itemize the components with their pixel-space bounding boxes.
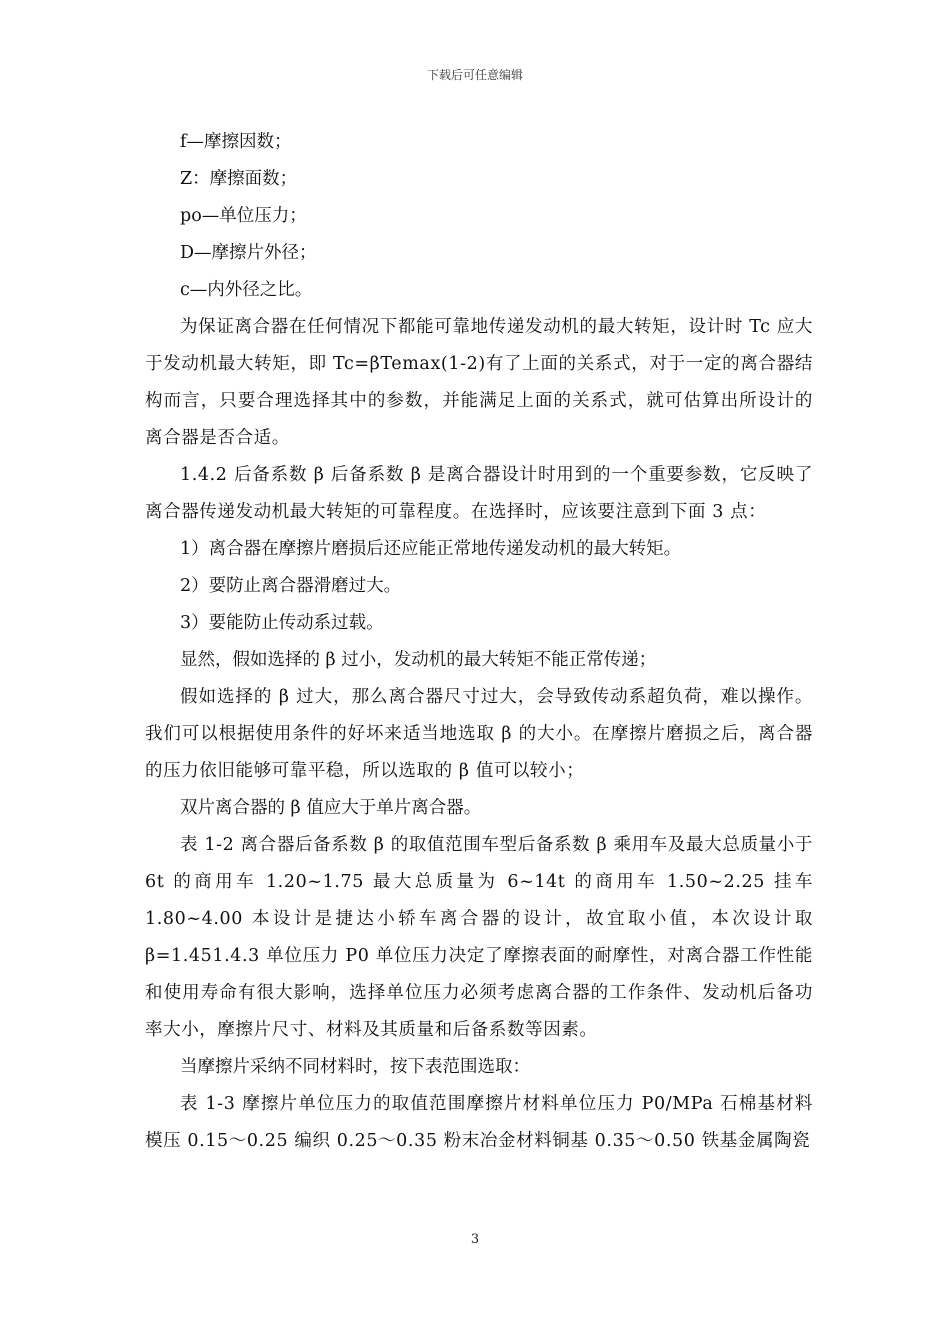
definition-item: Z：摩擦面数； xyxy=(180,169,298,189)
page-header: 下载后可任意编辑 xyxy=(426,68,523,82)
definition-item: f—摩擦因数； xyxy=(180,132,292,152)
paragraph: 假如选择的 β 过大，那么离合器尺寸过大，会导致传动系超负荷，难以操作。我们可以根据使用条件的好坏来适当地选取 β 的大小。在摩擦片磨损之后，离合器的压力依旧能够可靠平稳，所以选取的 β 值可以较小； xyxy=(145,687,813,781)
definition-item: D—摩擦片外径； xyxy=(180,243,317,263)
definition-item: c—内外径之比。 xyxy=(180,280,313,300)
paragraph: 为保证离合器在任何情况下都能可靠地传递发动机的最大转矩，设计时 Tc 应大于发动机最大转矩，即 Tc=βTemax(1-2)有了上面的关系式，对于一定的离合器结构而言，只要合理选择其中的参数，并能满足上面的关系式，就可估算出所设计的离合器是否合适。 xyxy=(145,317,813,448)
list-item: 1）离合器在摩擦片磨损后还应能正常地传递发动机的最大转矩。 xyxy=(180,539,682,559)
paragraph: 表 1-3 摩擦片单位压力的取值范围摩擦片材料单位压力 P0/MPa 石棉基材料模压 0.15～0.25 编织 0.25～0.35 粉末冶金材料铜基 0.35～0.50 铁基金属陶瓷 xyxy=(145,1094,813,1151)
list-item: 3）要能防止传动系过载。 xyxy=(180,613,384,633)
list-item: 2）要防止离合器滑磨过大。 xyxy=(180,576,402,596)
paragraph: 1.4.2 后备系数 β 后备系数 β 是离合器设计时用到的一个重要参数，它反映了离合器传递发动机最大转矩的可靠程度。在选择时，应该要注意到下面 3 点： xyxy=(145,465,813,522)
paragraph: 当摩擦片采纳不同材料时，按下表范围选取： xyxy=(180,1057,530,1077)
paragraph: 显然，假如选择的 β 过小，发动机的最大转矩不能正常传递； xyxy=(180,650,657,670)
paragraph: 双片离合器的 β 值应大于单片离合器。 xyxy=(180,798,482,818)
page-number: 3 xyxy=(470,1232,480,1247)
definition-item: po—单位压力； xyxy=(180,206,307,226)
document-body xyxy=(145,124,813,1160)
paragraph: 表 1-2 离合器后备系数 β 的取值范围车型后备系数 β 乘用车及最大总质量小于 6t 的商用车 1.20~1.75 最大总质量为 6~14t 的商用车 1.50~2.25 挂车 1.80~4.00 本设计是捷达小轿车离合器的设计，故宜取小值，本次设计取 β=1.451.4.3 单位压力 P0 单位压力决定了摩擦表面的耐摩性，对离合器工作性能和使用寿命有很大影响，选择单位压力必须考虑离合器的工作条件、发动机后备功率大小，摩擦片尺寸、材料及其质量和后备系数等因素。 xyxy=(145,835,813,1040)
